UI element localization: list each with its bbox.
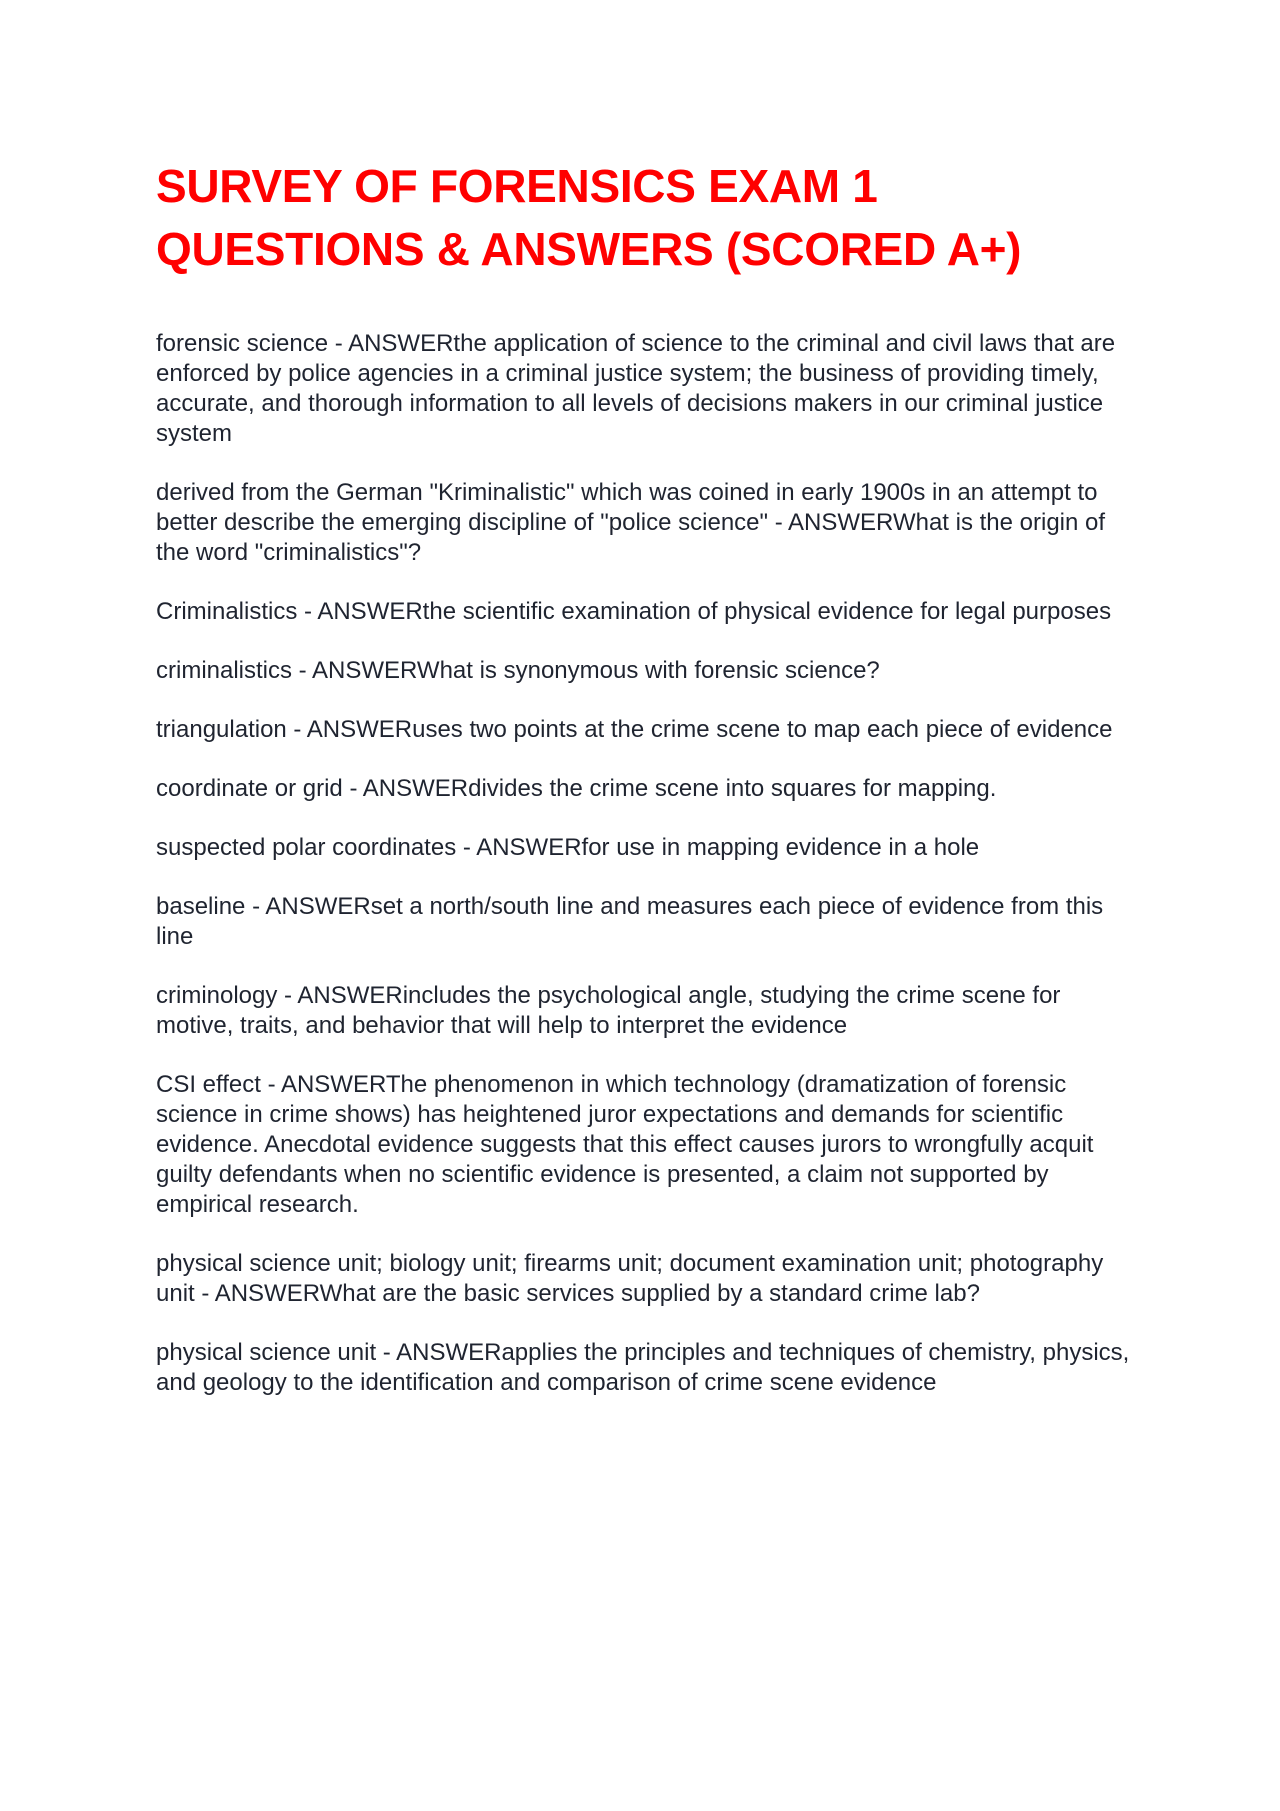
qa-entry-criminalistics-definition: Criminalistics - ANSWERthe scientific examination of physical evidence for legal purposes bbox=[156, 598, 1112, 625]
qa-entry-crime-lab-services: physical science unit; biology unit; firearms unit; document examination unit; photography unit - ANSWERWhat are the basic services supplied by a standard crime lab? bbox=[156, 1250, 1104, 1307]
qa-entry-criminalistics-origin: derived from the German "Kriminalistic" which was coined in early 1900s in an attempt to better describe the emerging discipline of "police science" - ANSWERWhat is the origin of the word "criminalistics"? bbox=[156, 479, 1106, 566]
qa-entry-coordinate-grid: coordinate or grid - ANSWERdivides the crime scene into squares for mapping. bbox=[156, 775, 997, 802]
qa-entry-triangulation: triangulation - ANSWERuses two points at the crime scene to map each piece of evidence bbox=[156, 716, 1113, 743]
qa-entry-physical-science-unit: physical science unit - ANSWERapplies the principles and techniques of chemistry, physics, and geology to the identification and comparison of crime scene evidence bbox=[156, 1339, 1130, 1396]
qa-entry-polar-coordinates: suspected polar coordinates - ANSWERfor use in mapping evidence in a hole bbox=[156, 834, 980, 861]
qa-entry-baseline: baseline - ANSWERset a north/south line and measures each piece of evidence from this line bbox=[156, 893, 1104, 950]
qa-entry-csi-effect: CSI effect - ANSWERThe phenomenon in which technology (dramatization of forensic science in crime shows) has heightened juror expectations and demands for scientific evidence. Anecdotal evidence suggests that this effect causes jurors to wrongfully acquit guilty defendants when no scientific evidence is presented, a claim not supported by empirical research. bbox=[156, 1071, 1094, 1218]
document-page bbox=[156, 155, 1131, 1427]
qa-entry-criminology: criminology - ANSWERincludes the psychological angle, studying the crime scene for motive, traits, and behavior that will help to interpret the evidence bbox=[156, 982, 1061, 1039]
document-title: SURVEY OF FORENSICS EXAM 1 QUESTIONS & ANSWERS (SCORED A+) bbox=[156, 160, 1022, 275]
qa-entry-forensic-science: forensic science - ANSWERthe application of science to the criminal and civil laws that are enforced by police agencies in a criminal justice system; the business of providing timely, accurate, and thorough information to all levels of decisions makers in our criminal justice system bbox=[156, 330, 1116, 447]
qa-list bbox=[156, 329, 1131, 1398]
qa-entry-synonym: criminalistics - ANSWERWhat is synonymous with forensic science? bbox=[156, 657, 880, 684]
